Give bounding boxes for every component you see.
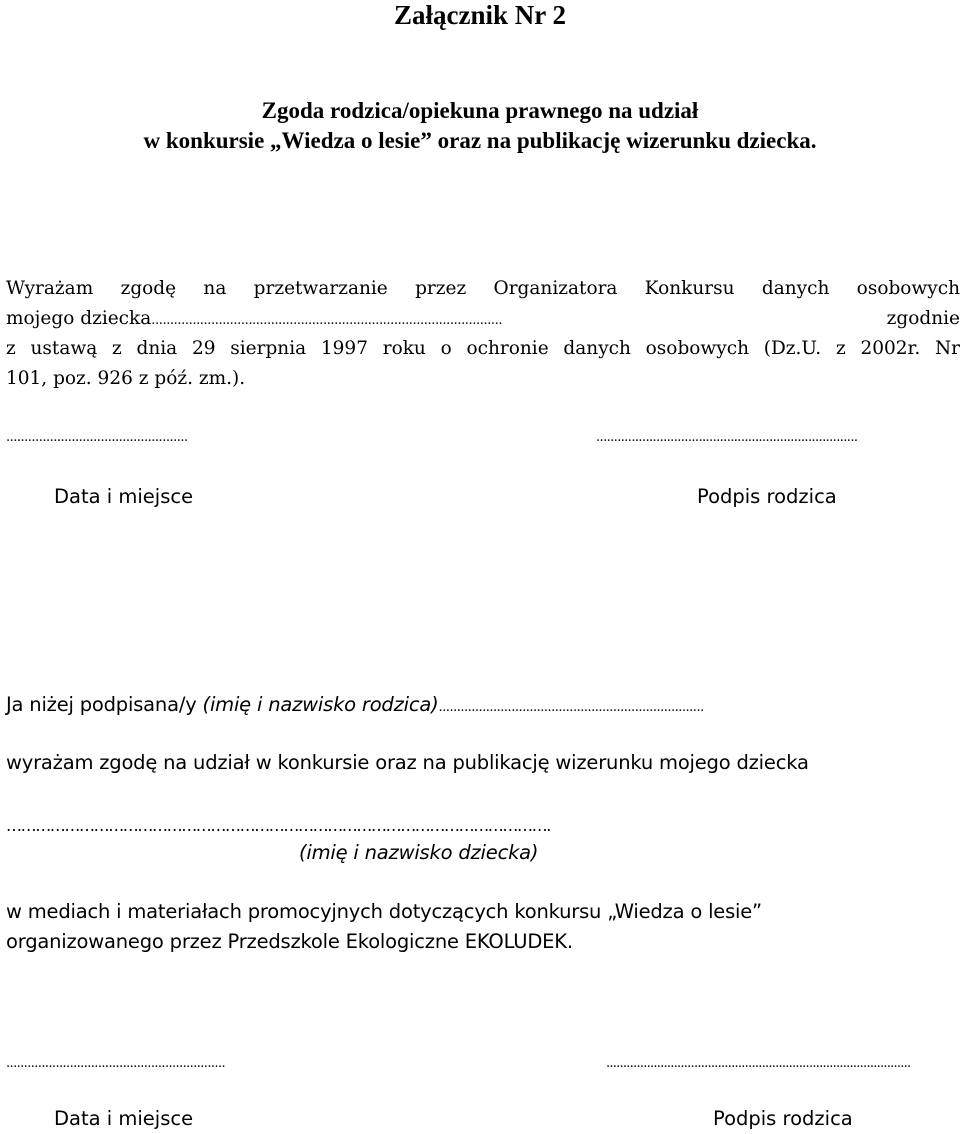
child-name-hint-text: (imię i nazwisko dziecka) — [299, 841, 539, 864]
data-processing-line-1: Wyrażam zgodę na przetwarzanie przez Organizatora Konkursu danych osobowych — [6, 278, 960, 299]
parent-name-hint: (imię i nazwisko rodzica) — [202, 693, 439, 716]
consent-heading-line-1: Zgoda rodzica/opiekuna prawnego na udział — [261, 98, 699, 123]
consent-heading-line-2: w konkursie „Wiedza o lesie” oraz na publikację wizerunku dziecka. — [143, 128, 817, 153]
data-processing-child-label: mojego dziecka — [6, 308, 152, 329]
parent-name-dots: ......................................................................... — [438, 700, 704, 715]
date-place-label-2: Data i miejsce — [54, 1107, 194, 1130]
document-title: Załącznik Nr 2 — [393, 0, 566, 30]
signature-dots-1: .......................................................................... — [596, 430, 858, 445]
consent-organizer-line: organizowanego przez Przedszkole Ekologiczne EKOLUDEK. — [6, 930, 573, 953]
signature-label-1: Podpis rodzica — [697, 485, 837, 508]
data-processing-line-2 — [6, 304, 960, 334]
signature-label-2: Podpis rodzica — [713, 1107, 853, 1130]
child-name-dots: .............................................................................................. — [151, 313, 503, 328]
child-name-dots-line: …………………………………………………………………………………………………. — [6, 816, 550, 835]
parent-intro-text: Ja niżej podpisana/y — [6, 693, 203, 716]
signature-dots-2: .......................................................................................... — [606, 1056, 911, 1071]
consent-parent-line — [6, 690, 704, 720]
date-place-dots-1: .................................................. — [6, 430, 188, 445]
child-name-hint — [299, 838, 538, 868]
date-place-dots-2: .............................................................. — [6, 1056, 226, 1071]
data-processing-according: zgodnie — [886, 308, 960, 329]
data-processing-line-3: z ustawą z dnia 29 sierpnia 1997 roku o ochronie danych osobowych (Dz.U. z 2002r. Nr — [6, 338, 960, 359]
date-place-label-1: Data i miejsce — [54, 485, 194, 508]
data-processing-line-4: 101, poz. 926 z póź. zm.). — [6, 368, 246, 389]
consent-participation-line: wyrażam zgodę na udział w konkursie oraz na publikację wizerunku mojego dziecka — [6, 751, 809, 774]
consent-media-line: w mediach i materiałach promocyjnych dotyczących konkursu „Wiedza o lesie” — [6, 900, 762, 923]
